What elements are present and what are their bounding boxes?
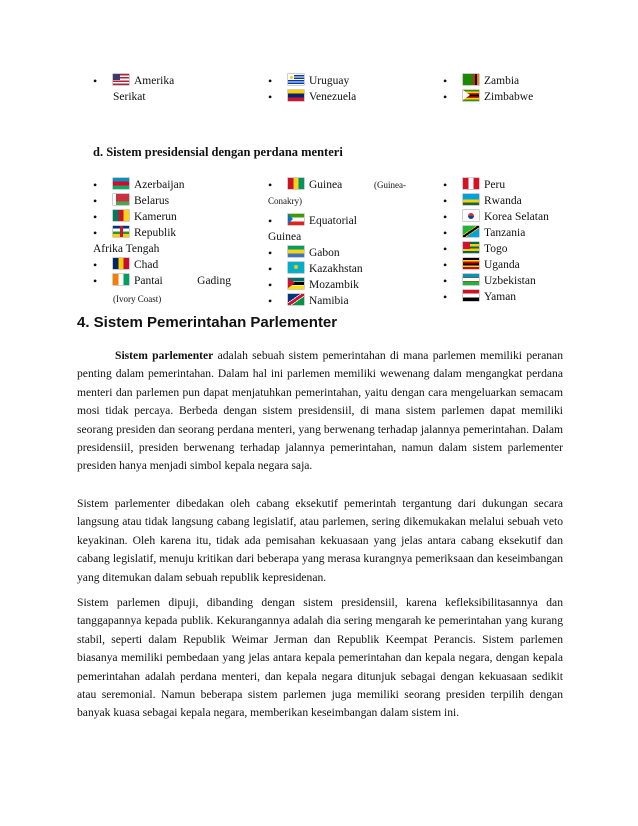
list-item	[443, 89, 583, 105]
country-name: Yaman	[484, 291, 517, 303]
pe-flag-icon	[463, 178, 479, 189]
country-name: Guinea	[309, 179, 343, 191]
country-name: Republik	[134, 227, 177, 239]
country-name-cont: Conakry)	[268, 196, 302, 206]
country-name: Togo	[484, 243, 508, 255]
paragraph-3: Sistem parlemen dipuji, dibanding dengan sistem presidensiil, karena kefleksibilitasannya dan tanggapannya kepada publik. Kekurangannya adalah dia sering mengarah ke pemerintahan yang kurang stabil, seperti dalam Republik Weimar Jerman dan Republik Keempat Perancis. Sistem parlemen biasanya memiliki pembedaan yang jelas antara kepala pemerintahan dan kepala negara, dengan kepala pemerintahan adalah perdana menteri, dan kepala negara ditunjuk sebagai dengan kekuasaan sedikit atau seremonial. Namun beberapa sistem parlemen juga memiliki seorang presiden terpilih dengan banyak kuasa sebagai kepala negara, memberikan keseimbangan dalam sistem ini.	[77, 596, 563, 720]
list-item	[443, 257, 583, 273]
country-name-cont: Serikat	[113, 91, 146, 103]
country-name: Belarus	[134, 195, 170, 207]
kz-flag-icon	[288, 262, 304, 273]
top-list-col3	[443, 73, 583, 105]
country-name: Zambia	[484, 75, 520, 87]
country-name: Peru	[484, 179, 506, 191]
td-flag-icon	[113, 258, 129, 269]
gn-flag-icon	[288, 178, 304, 189]
country-name: Uruguay	[309, 75, 350, 87]
list-item	[93, 225, 233, 257]
gq-flag-icon	[288, 214, 304, 225]
country-name-2: Gading	[197, 275, 231, 287]
ve-flag-icon	[288, 90, 304, 101]
zm-flag-icon	[463, 74, 479, 85]
country-name: Rwanda	[484, 195, 522, 207]
uz-flag-icon	[463, 274, 479, 285]
country-name: Azerbaijan	[134, 179, 185, 191]
list-item	[443, 273, 583, 289]
list-item	[268, 293, 408, 309]
list-item	[443, 289, 583, 305]
list-item	[268, 277, 408, 293]
country-name: Zimbabwe	[484, 91, 534, 103]
country-name: Equatorial	[309, 215, 357, 227]
mid-list-col3	[443, 177, 583, 305]
country-name: Kazakhstan	[309, 263, 363, 275]
list-item	[93, 273, 233, 307]
subheading: d. Sistem presidensial dengan perdana menteri	[93, 145, 343, 159]
us-flag-icon	[113, 74, 129, 85]
by-flag-icon	[113, 194, 129, 205]
country-name: Venezuela	[309, 91, 357, 103]
mz-flag-icon	[288, 278, 304, 289]
list-item	[268, 177, 408, 209]
mid-list-col1	[93, 177, 233, 307]
kr-flag-icon	[463, 210, 479, 221]
country-name: Uganda	[484, 259, 520, 271]
term-bold: Sistem parlementer	[115, 349, 214, 362]
list-item	[93, 209, 233, 225]
list-item	[268, 213, 408, 245]
ye-flag-icon	[463, 290, 479, 301]
section-heading: 4. Sistem Pemerintahan Parlementer	[77, 314, 338, 331]
zw-flag-icon	[463, 90, 479, 101]
country-name: Tanzania	[484, 227, 526, 239]
list-item	[93, 193, 233, 209]
ug-flag-icon	[463, 258, 479, 269]
country-name: Korea Selatan	[484, 211, 549, 223]
paragraph-1-text: adalah sebuah sistem pemerintahan di mana parlemen memiliki peranan penting dalam pemerintahan. Dalam hal ini parlemen memiliki wewenang dalam mengangkat perdana menteri dan parlemen pun dapat menjatuhkan pemerintahan, yaitu dengan cara mengeluarkan semacam mosi tidak percaya. Berbeda dengan sistem presidensiil, di mana sistem parlemen dapat memiliki seorang presiden dan seorang perdana menteri, yang berwenang terhadap jalannya pemerintahan. Dalam presidensiil, presiden berwenang terhadap jalannya pemerintahan, namun dalam sistem parlementer presiden hanya menjadi simbol kepala negara saja.	[77, 349, 564, 473]
country-name: Chad	[134, 259, 159, 271]
list-item	[443, 193, 583, 209]
ci-flag-icon	[113, 274, 129, 285]
paragraph-1	[77, 347, 563, 476]
list-item	[443, 241, 583, 257]
uy-flag-icon	[288, 74, 304, 85]
na-flag-icon	[288, 294, 304, 305]
list-item	[268, 73, 428, 89]
country-name: Pantai	[134, 275, 163, 287]
tg-flag-icon	[463, 242, 479, 253]
country-name: Namibia	[309, 295, 349, 307]
cm-flag-icon	[113, 210, 129, 221]
list-item	[93, 73, 253, 105]
tz-flag-icon	[463, 226, 479, 237]
country-name: Mozambik	[309, 279, 359, 291]
rw-flag-icon	[463, 194, 479, 205]
country-name-cont: (Ivory Coast)	[113, 294, 162, 304]
list-item	[93, 257, 233, 273]
list-item	[268, 261, 408, 277]
list-item	[443, 73, 583, 89]
country-name-2: (Guinea-	[374, 180, 406, 190]
list-item	[443, 225, 583, 241]
list-item	[268, 245, 408, 261]
list-item	[443, 209, 583, 225]
country-name: Kamerun	[134, 211, 177, 223]
mid-list-col2	[268, 177, 408, 309]
list-item	[443, 177, 583, 193]
az-flag-icon	[113, 178, 129, 189]
list-item	[93, 177, 233, 193]
country-name: Gabon	[309, 247, 340, 259]
top-list-col2	[268, 73, 428, 105]
top-list-col1	[93, 73, 253, 105]
country-name: Amerika	[134, 75, 175, 87]
ga-flag-icon	[288, 246, 304, 257]
country-name: Uzbekistan	[484, 275, 536, 287]
paragraph-2: Sistem parlementer dibedakan oleh cabang eksekutif pemerintah tergantung dari dukungan secara langsung atau tidak langsung cabang legislatif, atau parlemen, sering dikemukakan melalui sebuah veto keyakinan. Oleh karena itu, tidak ada pemisahan kekuasaan yang jelas antara cabang eksekutif dan cabang legislatif, menuju kritikan dari beberapa yang merasa kurangnya pemeriksaan dan keseimbangan yang ditemukan dalam sebuah republik kepresidenan.	[77, 497, 563, 584]
country-name-cont: Guinea	[268, 231, 302, 243]
country-name-cont: Afrika Tengah	[93, 243, 160, 255]
list-item	[268, 89, 428, 105]
cf-flag-icon	[113, 226, 129, 237]
